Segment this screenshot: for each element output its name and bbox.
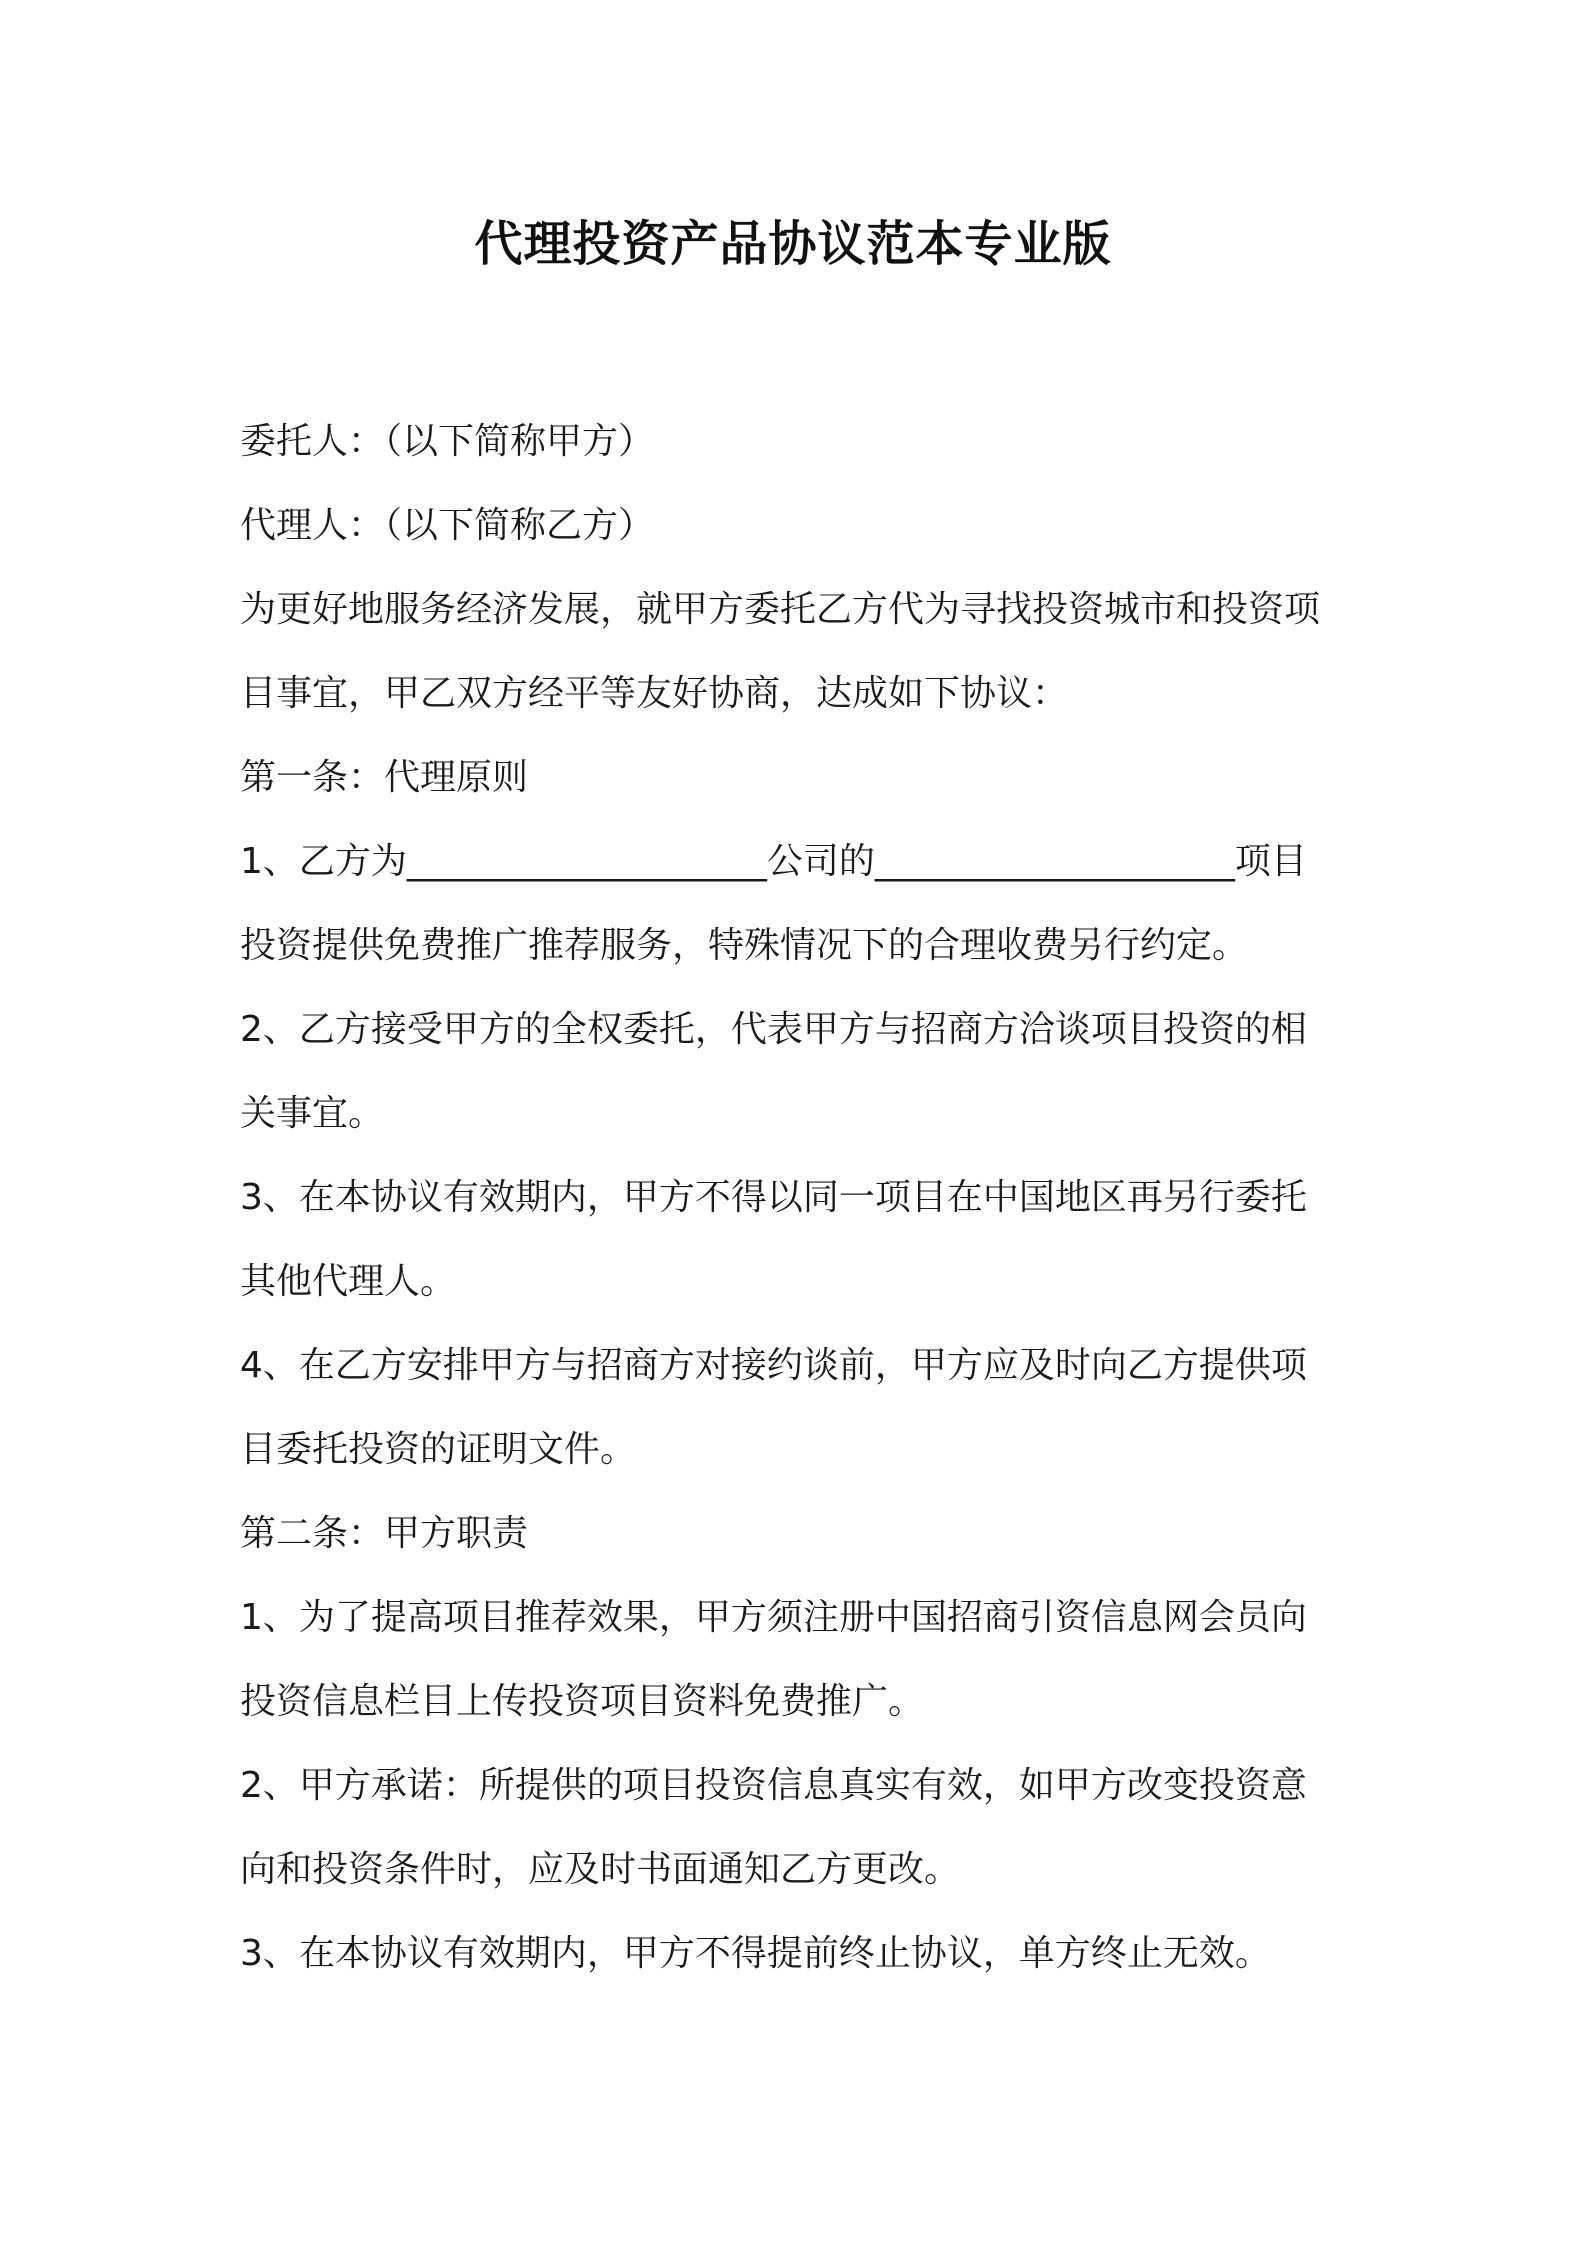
- article-1-clause-3-line-1: 3、在本协议有效期内，甲方不得以同一项目在中国地区再另行委托: [240, 1177, 1307, 1218]
- document-title: 代理投资产品协议范本专业版: [474, 216, 1112, 272]
- article-1-clause-3-line-2: 其他代理人。: [240, 1261, 457, 1302]
- document-body: [240, 400, 1370, 1996]
- article-1-clause-2-line-1: 2、乙方接受甲方的全权委托，代表甲方与招商方洽谈项目投资的相: [240, 1009, 1307, 1050]
- preamble-line-2: 目事宜，甲乙双方经平等友好协商，达成如下协议：: [240, 673, 1069, 714]
- preamble-line-1: 为更好地服务经济发展，就甲方委托乙方代为寻找投资城市和投资项: [240, 589, 1321, 630]
- article-1-clause-4-line-1: 4、在乙方安排甲方与招商方对接约谈前，甲方应及时向乙方提供项: [240, 1345, 1307, 1386]
- client-line: 委托人：（以下简称甲方）: [240, 421, 655, 462]
- article-2-clause-1-line-1: 1、为了提高项目推荐效果，甲方须注册中国招商引资信息网会员向: [240, 1597, 1307, 1638]
- article-1-heading: 第一条：代理原则: [240, 757, 529, 798]
- article-2-clause-3-line-1: 3、在本协议有效期内，甲方不得提前终止协议，单方终止无效。: [240, 1933, 1271, 1974]
- agent-line: 代理人：（以下简称乙方）: [240, 505, 655, 546]
- article-1-clause-1-line-2: 投资提供免费推广推荐服务，特殊情况下的合理收费另行约定。: [240, 925, 1249, 966]
- article-2-clause-2-line-1: 2、甲方承诺：所提供的项目投资信息真实有效，如甲方改变投资意: [240, 1765, 1307, 1806]
- article-2-heading: 第二条：甲方职责: [240, 1513, 529, 1554]
- article-1-clause-4-line-2: 目委托投资的证明文件。: [240, 1429, 637, 1470]
- article-2-clause-2-line-2: 向和投资条件时，应及时书面通知乙方更改。: [240, 1849, 961, 1890]
- article-1-clause-2-line-2: 关事宜。: [240, 1093, 385, 1134]
- article-2-clause-1-line-2: 投资信息栏目上传投资项目资料免费推广。: [240, 1681, 925, 1722]
- article-1-clause-1-line-1: 1、乙方为____________________公司的____________________项目: [240, 841, 1307, 882]
